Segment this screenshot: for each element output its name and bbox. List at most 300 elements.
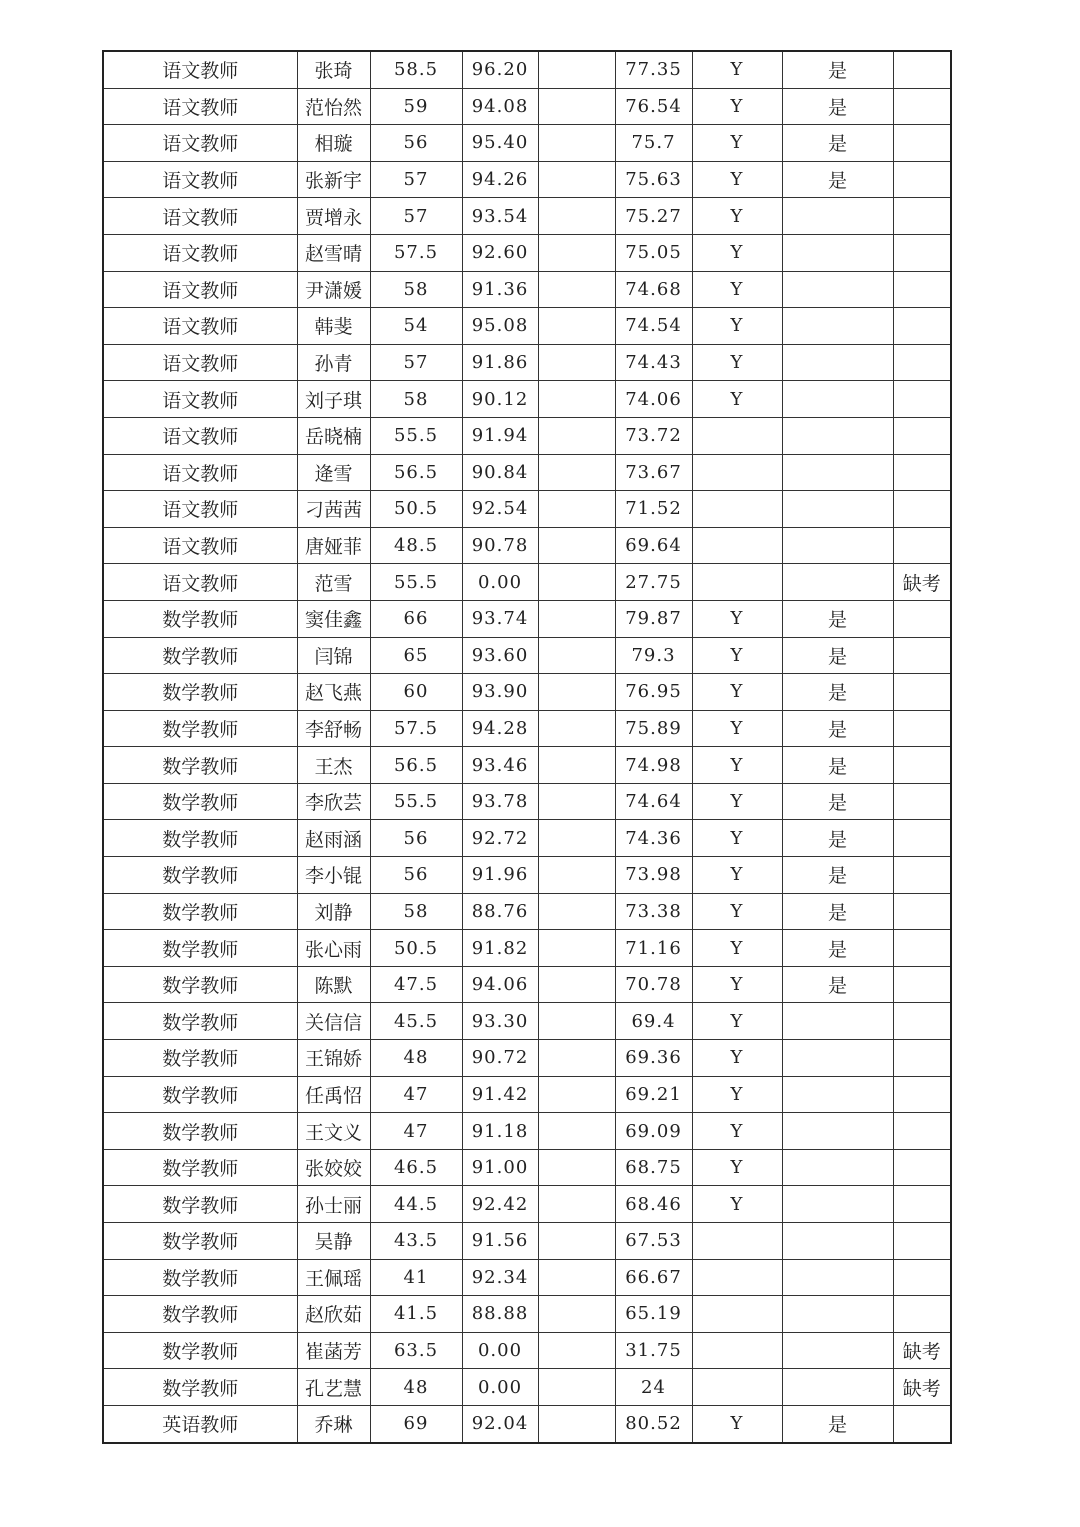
note-cell: 缺考	[893, 1369, 951, 1406]
note-cell	[893, 88, 951, 125]
selected-cell: 是	[782, 161, 893, 198]
selected-cell: 是	[782, 710, 893, 747]
selected-cell: 是	[782, 966, 893, 1003]
total-score-cell: 75.27	[615, 198, 692, 235]
table-row	[103, 491, 951, 528]
table-row	[103, 271, 951, 308]
total-score-cell: 69.64	[615, 527, 692, 564]
flag-cell	[692, 454, 782, 491]
total-score-cell: 74.68	[615, 271, 692, 308]
total-score-cell: 74.06	[615, 381, 692, 418]
table-row	[103, 564, 951, 601]
total-score-cell: 67.53	[615, 1223, 692, 1260]
selected-cell: 是	[782, 857, 893, 894]
table-row	[103, 234, 951, 271]
interview-score-cell: 90.72	[462, 1040, 538, 1077]
position-cell: 语文教师	[103, 381, 297, 418]
note-cell	[893, 344, 951, 381]
flag-cell: Y	[692, 344, 782, 381]
written-score-cell: 58.5	[370, 51, 462, 88]
note-cell	[893, 1003, 951, 1040]
interview-score-cell: 95.08	[462, 308, 538, 345]
flag-cell: Y	[692, 893, 782, 930]
position-cell: 语文教师	[103, 491, 297, 528]
written-score-cell: 57	[370, 344, 462, 381]
table-row	[103, 1259, 951, 1296]
position-cell: 数学教师	[103, 600, 297, 637]
name-cell: 陈默	[297, 966, 370, 1003]
interview-score-cell: 94.28	[462, 710, 538, 747]
selected-cell: 是	[782, 783, 893, 820]
written-score-cell: 56	[370, 820, 462, 857]
written-score-cell: 43.5	[370, 1223, 462, 1260]
blank-cell	[538, 747, 615, 784]
flag-cell: Y	[692, 271, 782, 308]
table-row	[103, 710, 951, 747]
interview-score-cell: 90.84	[462, 454, 538, 491]
note-cell	[893, 271, 951, 308]
position-cell: 语文教师	[103, 308, 297, 345]
flag-cell: Y	[692, 1040, 782, 1077]
table-row	[103, 454, 951, 491]
selected-cell: 是	[782, 820, 893, 857]
selected-cell	[782, 527, 893, 564]
selected-cell	[782, 344, 893, 381]
selected-cell	[782, 308, 893, 345]
selected-cell	[782, 1076, 893, 1113]
written-score-cell: 57	[370, 161, 462, 198]
total-score-cell: 31.75	[615, 1332, 692, 1369]
position-cell: 语文教师	[103, 161, 297, 198]
total-score-cell: 70.78	[615, 966, 692, 1003]
blank-cell	[538, 88, 615, 125]
selected-cell: 是	[782, 88, 893, 125]
position-cell: 数学教师	[103, 1332, 297, 1369]
table-row	[103, 1369, 951, 1406]
blank-cell	[538, 1040, 615, 1077]
blank-cell	[538, 308, 615, 345]
interview-score-cell: 93.90	[462, 674, 538, 711]
note-cell	[893, 710, 951, 747]
position-cell: 数学教师	[103, 857, 297, 894]
total-score-cell: 73.72	[615, 417, 692, 454]
blank-cell	[538, 344, 615, 381]
table-row	[103, 1076, 951, 1113]
note-cell	[893, 51, 951, 88]
selected-cell	[782, 491, 893, 528]
written-score-cell: 48	[370, 1040, 462, 1077]
blank-cell	[538, 783, 615, 820]
total-score-cell: 73.67	[615, 454, 692, 491]
interview-score-cell: 91.96	[462, 857, 538, 894]
interview-score-cell: 93.46	[462, 747, 538, 784]
table-row	[103, 1405, 951, 1442]
note-cell	[893, 1113, 951, 1150]
total-score-cell: 76.54	[615, 88, 692, 125]
position-cell: 数学教师	[103, 710, 297, 747]
total-score-cell: 69.21	[615, 1076, 692, 1113]
note-cell	[893, 637, 951, 674]
selected-cell	[782, 1296, 893, 1333]
name-cell: 崔菡芳	[297, 1332, 370, 1369]
flag-cell: Y	[692, 198, 782, 235]
written-score-cell: 58	[370, 271, 462, 308]
flag-cell	[692, 1259, 782, 1296]
selected-cell: 是	[782, 747, 893, 784]
selected-cell: 是	[782, 674, 893, 711]
written-score-cell: 44.5	[370, 1186, 462, 1223]
written-score-cell: 50.5	[370, 491, 462, 528]
position-cell: 数学教师	[103, 1369, 297, 1406]
table-body	[103, 51, 951, 1443]
note-cell: 缺考	[893, 564, 951, 601]
note-cell	[893, 1223, 951, 1260]
position-cell: 数学教师	[103, 674, 297, 711]
blank-cell	[538, 1369, 615, 1406]
table-row	[103, 893, 951, 930]
name-cell: 赵欣茹	[297, 1296, 370, 1333]
flag-cell: Y	[692, 966, 782, 1003]
interview-score-cell: 93.30	[462, 1003, 538, 1040]
position-cell: 数学教师	[103, 637, 297, 674]
table-row	[103, 1113, 951, 1150]
interview-score-cell: 96.20	[462, 51, 538, 88]
total-score-cell: 80.52	[615, 1405, 692, 1442]
written-score-cell: 47	[370, 1113, 462, 1150]
table-row	[103, 125, 951, 162]
name-cell: 李欣芸	[297, 783, 370, 820]
flag-cell	[692, 417, 782, 454]
note-cell	[893, 1405, 951, 1442]
total-score-cell: 71.16	[615, 930, 692, 967]
position-cell: 语文教师	[103, 344, 297, 381]
blank-cell	[538, 637, 615, 674]
blank-cell	[538, 930, 615, 967]
position-cell: 数学教师	[103, 966, 297, 1003]
written-score-cell: 69	[370, 1405, 462, 1442]
interview-score-cell: 94.06	[462, 966, 538, 1003]
flag-cell: Y	[692, 710, 782, 747]
position-cell: 语文教师	[103, 564, 297, 601]
interview-score-cell: 92.42	[462, 1186, 538, 1223]
written-score-cell: 55.5	[370, 564, 462, 601]
written-score-cell: 57.5	[370, 234, 462, 271]
interview-score-cell: 92.04	[462, 1405, 538, 1442]
written-score-cell: 55.5	[370, 417, 462, 454]
interview-score-cell: 91.56	[462, 1223, 538, 1260]
table-row	[103, 1040, 951, 1077]
written-score-cell: 45.5	[370, 1003, 462, 1040]
note-cell	[893, 1040, 951, 1077]
flag-cell: Y	[692, 51, 782, 88]
note-cell	[893, 417, 951, 454]
position-cell: 数学教师	[103, 1149, 297, 1186]
selected-cell: 是	[782, 893, 893, 930]
table-row	[103, 1149, 951, 1186]
interview-score-cell: 95.40	[462, 125, 538, 162]
name-cell: 唐娅菲	[297, 527, 370, 564]
name-cell: 李小锟	[297, 857, 370, 894]
interview-score-cell: 91.94	[462, 417, 538, 454]
written-score-cell: 48	[370, 1369, 462, 1406]
name-cell: 范怡然	[297, 88, 370, 125]
note-cell	[893, 161, 951, 198]
total-score-cell: 74.98	[615, 747, 692, 784]
total-score-cell: 69.4	[615, 1003, 692, 1040]
position-cell: 数学教师	[103, 1076, 297, 1113]
blank-cell	[538, 271, 615, 308]
blank-cell	[538, 1259, 615, 1296]
total-score-cell: 79.3	[615, 637, 692, 674]
written-score-cell: 56	[370, 125, 462, 162]
table-row	[103, 1003, 951, 1040]
note-cell	[893, 857, 951, 894]
name-cell: 赵雨涵	[297, 820, 370, 857]
position-cell: 数学教师	[103, 820, 297, 857]
selected-cell	[782, 1259, 893, 1296]
blank-cell	[538, 1003, 615, 1040]
note-cell	[893, 198, 951, 235]
written-score-cell: 56.5	[370, 747, 462, 784]
written-score-cell: 50.5	[370, 930, 462, 967]
flag-cell: Y	[692, 930, 782, 967]
note-cell	[893, 381, 951, 418]
position-cell: 数学教师	[103, 893, 297, 930]
flag-cell: Y	[692, 1003, 782, 1040]
blank-cell	[538, 491, 615, 528]
blank-cell	[538, 1405, 615, 1442]
flag-cell: Y	[692, 857, 782, 894]
selected-cell: 是	[782, 51, 893, 88]
blank-cell	[538, 381, 615, 418]
note-cell	[893, 600, 951, 637]
written-score-cell: 66	[370, 600, 462, 637]
table-row	[103, 1186, 951, 1223]
total-score-cell: 68.75	[615, 1149, 692, 1186]
table-row	[103, 637, 951, 674]
position-cell: 语文教师	[103, 125, 297, 162]
flag-cell	[692, 564, 782, 601]
name-cell: 张新宇	[297, 161, 370, 198]
written-score-cell: 47	[370, 1076, 462, 1113]
blank-cell	[538, 893, 615, 930]
table-row	[103, 198, 951, 235]
selected-cell	[782, 234, 893, 271]
table-row	[103, 857, 951, 894]
interview-score-cell: 93.60	[462, 637, 538, 674]
blank-cell	[538, 527, 615, 564]
blank-cell	[538, 600, 615, 637]
table-row	[103, 308, 951, 345]
written-score-cell: 57.5	[370, 710, 462, 747]
total-score-cell: 74.54	[615, 308, 692, 345]
total-score-cell: 73.98	[615, 857, 692, 894]
interview-score-cell: 0.00	[462, 564, 538, 601]
name-cell: 刁茜茜	[297, 491, 370, 528]
score-table	[102, 50, 952, 1444]
name-cell: 相璇	[297, 125, 370, 162]
table-row	[103, 344, 951, 381]
name-cell: 王佩瑶	[297, 1259, 370, 1296]
interview-score-cell: 92.34	[462, 1259, 538, 1296]
flag-cell: Y	[692, 125, 782, 162]
note-cell	[893, 893, 951, 930]
name-cell: 刘子琪	[297, 381, 370, 418]
selected-cell	[782, 271, 893, 308]
written-score-cell: 46.5	[370, 1149, 462, 1186]
flag-cell	[692, 1332, 782, 1369]
interview-score-cell: 88.76	[462, 893, 538, 930]
note-cell	[893, 234, 951, 271]
position-cell: 语文教师	[103, 527, 297, 564]
interview-score-cell: 91.42	[462, 1076, 538, 1113]
note-cell	[893, 1259, 951, 1296]
table-row	[103, 88, 951, 125]
selected-cell: 是	[782, 125, 893, 162]
position-cell: 数学教师	[103, 783, 297, 820]
total-score-cell: 75.7	[615, 125, 692, 162]
interview-score-cell: 90.12	[462, 381, 538, 418]
interview-score-cell: 94.26	[462, 161, 538, 198]
flag-cell: Y	[692, 161, 782, 198]
interview-score-cell: 0.00	[462, 1369, 538, 1406]
selected-cell: 是	[782, 637, 893, 674]
position-cell: 语文教师	[103, 198, 297, 235]
interview-score-cell: 0.00	[462, 1332, 538, 1369]
interview-score-cell: 91.86	[462, 344, 538, 381]
name-cell: 逄雪	[297, 454, 370, 491]
flag-cell	[692, 1369, 782, 1406]
total-score-cell: 74.64	[615, 783, 692, 820]
written-score-cell: 55.5	[370, 783, 462, 820]
selected-cell	[782, 1149, 893, 1186]
total-score-cell: 76.95	[615, 674, 692, 711]
interview-score-cell: 92.72	[462, 820, 538, 857]
flag-cell: Y	[692, 747, 782, 784]
interview-score-cell: 93.78	[462, 783, 538, 820]
flag-cell: Y	[692, 820, 782, 857]
written-score-cell: 58	[370, 893, 462, 930]
name-cell: 赵雪晴	[297, 234, 370, 271]
selected-cell: 是	[782, 600, 893, 637]
name-cell: 韩斐	[297, 308, 370, 345]
blank-cell	[538, 417, 615, 454]
interview-score-cell: 94.08	[462, 88, 538, 125]
flag-cell	[692, 527, 782, 564]
blank-cell	[538, 198, 615, 235]
position-cell: 英语教师	[103, 1405, 297, 1442]
note-cell	[893, 308, 951, 345]
position-cell: 数学教师	[103, 930, 297, 967]
interview-score-cell: 91.82	[462, 930, 538, 967]
blank-cell	[538, 710, 615, 747]
name-cell: 贾增永	[297, 198, 370, 235]
written-score-cell: 58	[370, 381, 462, 418]
table-row	[103, 966, 951, 1003]
name-cell: 孙青	[297, 344, 370, 381]
flag-cell: Y	[692, 308, 782, 345]
interview-score-cell: 93.74	[462, 600, 538, 637]
position-cell: 数学教师	[103, 747, 297, 784]
table-row	[103, 161, 951, 198]
blank-cell	[538, 1113, 615, 1150]
selected-cell: 是	[782, 1405, 893, 1442]
name-cell: 赵飞燕	[297, 674, 370, 711]
blank-cell	[538, 564, 615, 601]
flag-cell: Y	[692, 381, 782, 418]
note-cell	[893, 930, 951, 967]
flag-cell	[692, 491, 782, 528]
selected-cell	[782, 1113, 893, 1150]
name-cell: 王文义	[297, 1113, 370, 1150]
total-score-cell: 73.38	[615, 893, 692, 930]
total-score-cell: 65.19	[615, 1296, 692, 1333]
interview-score-cell: 90.78	[462, 527, 538, 564]
interview-score-cell: 91.36	[462, 271, 538, 308]
blank-cell	[538, 1296, 615, 1333]
blank-cell	[538, 1223, 615, 1260]
note-cell	[893, 125, 951, 162]
total-score-cell: 69.09	[615, 1113, 692, 1150]
total-score-cell: 68.46	[615, 1186, 692, 1223]
position-cell: 数学教师	[103, 1113, 297, 1150]
flag-cell: Y	[692, 1113, 782, 1150]
position-cell: 数学教师	[103, 1040, 297, 1077]
blank-cell	[538, 1149, 615, 1186]
blank-cell	[538, 674, 615, 711]
interview-score-cell: 91.00	[462, 1149, 538, 1186]
position-cell: 语文教师	[103, 454, 297, 491]
name-cell: 窦佳鑫	[297, 600, 370, 637]
position-cell: 数学教师	[103, 1186, 297, 1223]
total-score-cell: 75.05	[615, 234, 692, 271]
interview-score-cell: 92.54	[462, 491, 538, 528]
table-row	[103, 527, 951, 564]
table-row	[103, 600, 951, 637]
written-score-cell: 59	[370, 88, 462, 125]
note-cell	[893, 966, 951, 1003]
blank-cell	[538, 454, 615, 491]
position-cell: 数学教师	[103, 1296, 297, 1333]
position-cell: 数学教师	[103, 1003, 297, 1040]
written-score-cell: 63.5	[370, 1332, 462, 1369]
selected-cell	[782, 454, 893, 491]
flag-cell	[692, 1223, 782, 1260]
blank-cell	[538, 966, 615, 1003]
name-cell: 岳晓楠	[297, 417, 370, 454]
table-row	[103, 747, 951, 784]
written-score-cell: 56	[370, 857, 462, 894]
selected-cell	[782, 1040, 893, 1077]
flag-cell: Y	[692, 783, 782, 820]
selected-cell: 是	[782, 930, 893, 967]
blank-cell	[538, 51, 615, 88]
selected-cell	[782, 1332, 893, 1369]
total-score-cell: 74.36	[615, 820, 692, 857]
name-cell: 关信信	[297, 1003, 370, 1040]
position-cell: 语文教师	[103, 271, 297, 308]
blank-cell	[538, 1076, 615, 1113]
table-row	[103, 1296, 951, 1333]
blank-cell	[538, 1332, 615, 1369]
blank-cell	[538, 234, 615, 271]
blank-cell	[538, 857, 615, 894]
name-cell: 任禹怊	[297, 1076, 370, 1113]
note-cell	[893, 674, 951, 711]
position-cell: 语文教师	[103, 234, 297, 271]
note-cell	[893, 747, 951, 784]
written-score-cell: 54	[370, 308, 462, 345]
